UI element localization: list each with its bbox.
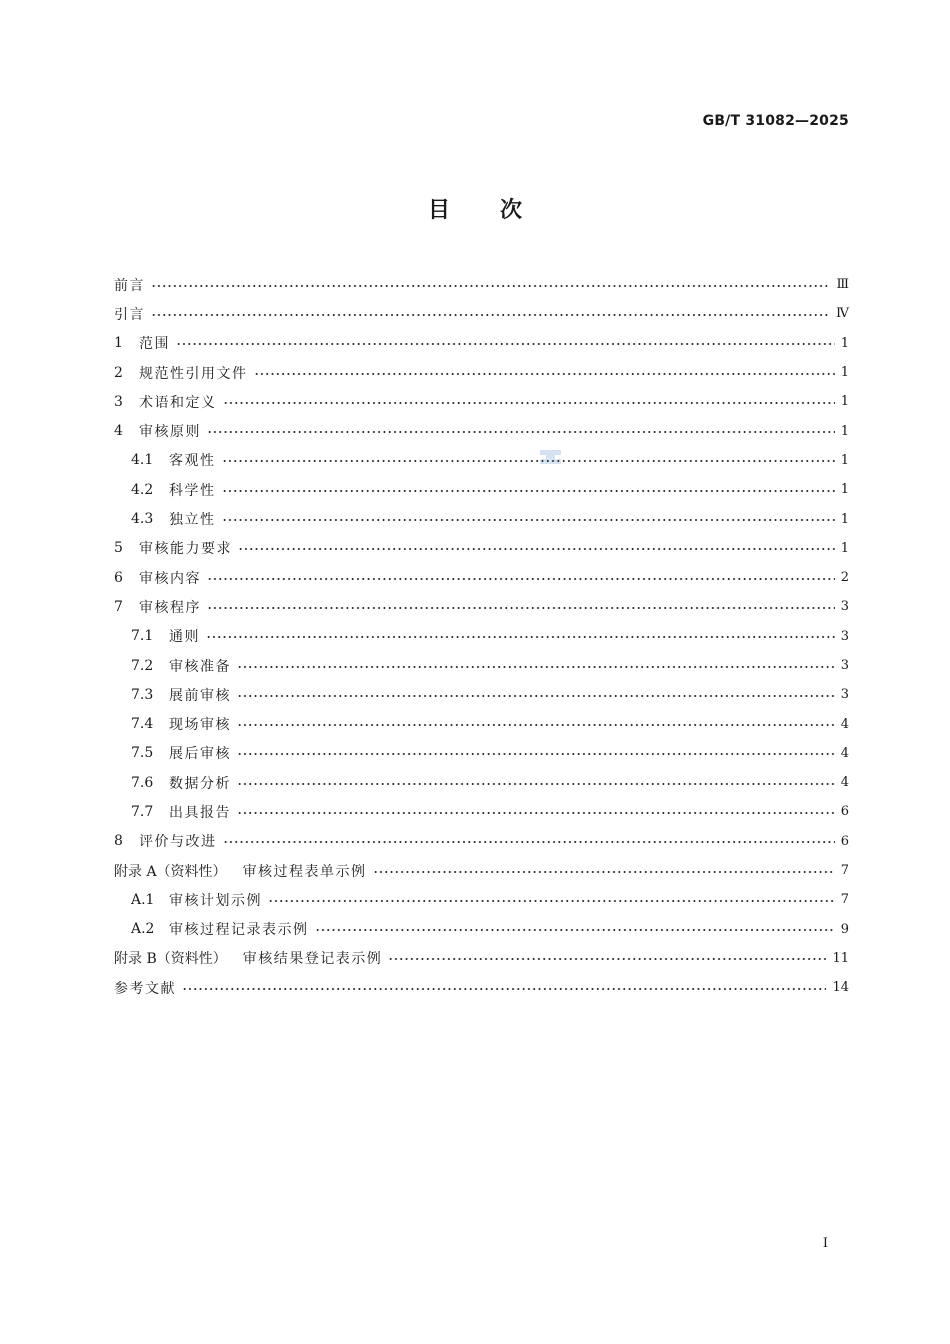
toc-entry-label: 参考文献 — [114, 980, 176, 997]
toc-entry-page: 1 — [840, 540, 849, 556]
toc-entry-page: Ⅳ — [836, 306, 849, 322]
toc-dot-leader — [237, 724, 835, 726]
toc-entry-number: 3 — [114, 393, 123, 410]
toc-entry[interactable] — [114, 827, 849, 856]
toc-dot-leader — [176, 343, 835, 345]
toc-entry[interactable] — [114, 270, 849, 299]
toc-entry-number: 2 — [114, 364, 123, 381]
toc-dot-leader — [237, 753, 835, 755]
toc-entry-page: 3 — [840, 599, 849, 615]
toc-entry[interactable] — [114, 475, 849, 504]
toc-entry[interactable] — [114, 563, 849, 592]
toc-entry-number: 7.5 — [131, 745, 154, 762]
toc-entry-number: 8 — [114, 833, 123, 850]
toc-entry-page: 1 — [840, 394, 849, 410]
toc-entry[interactable] — [114, 680, 849, 709]
toc-entry-page: 7 — [840, 863, 849, 879]
toc-entry-label: 审核准备 — [169, 658, 231, 675]
toc-entry-label: 规范性引用文件 — [139, 365, 248, 382]
toc-entry[interactable] — [114, 797, 849, 826]
toc-entry-page: 7 — [840, 892, 849, 908]
toc-entry-number: 7.7 — [131, 803, 154, 820]
toc-entry-label: 审核内容 — [139, 570, 201, 587]
toc-entry[interactable] — [114, 885, 849, 914]
toc-entry-number: 附录 A（资料性） — [114, 863, 227, 880]
toc-entry-label: 审核过程记录表示例 — [169, 922, 309, 939]
toc-dot-leader — [222, 490, 835, 492]
toc-dot-leader — [207, 431, 835, 433]
toc-dot-leader — [222, 519, 835, 521]
toc-dot-leader — [207, 578, 835, 580]
toc-entry[interactable] — [114, 915, 849, 944]
toc-entry-number: 7.2 — [131, 657, 154, 674]
toc-dot-leader — [237, 783, 835, 785]
toc-entry-page: 3 — [840, 658, 849, 673]
toc-entry-number: 4.2 — [131, 481, 154, 498]
toc-entry-label: 审核计划示例 — [169, 892, 262, 909]
toc-entry[interactable] — [114, 329, 849, 358]
toc-entry-page: 6 — [840, 804, 849, 820]
toc-entry[interactable] — [114, 387, 849, 416]
toc-entry-page: 14 — [832, 980, 849, 996]
toc-dot-leader — [254, 373, 835, 375]
toc-dot-leader — [373, 871, 835, 873]
toc-dot-leader — [151, 285, 830, 287]
toc-dot-leader — [268, 900, 835, 902]
toc-entry[interactable] — [114, 592, 849, 621]
toc-entry-number: 4.3 — [131, 511, 154, 528]
toc-entry-number: 1 — [114, 335, 123, 352]
toc-entry-page: 1 — [840, 452, 849, 468]
toc-entry-label: 审核过程表单示例 — [242, 863, 367, 880]
toc-entry-label: 数据分析 — [169, 775, 231, 792]
table-of-contents — [114, 270, 849, 1002]
toc-entry-page: 3 — [840, 628, 849, 644]
page-folio: I — [822, 1236, 828, 1251]
toc-entry-page: 3 — [840, 687, 849, 703]
toc-dot-leader — [223, 402, 835, 404]
toc-entry-page: 1 — [840, 335, 849, 351]
toc-entry-number: 4 — [114, 423, 123, 440]
toc-entry[interactable] — [114, 768, 849, 797]
toc-entry-number: A.2 — [131, 921, 155, 938]
toc-entry-label: 审核原则 — [139, 424, 201, 441]
toc-entry[interactable] — [114, 622, 849, 651]
toc-entry[interactable] — [114, 299, 849, 328]
toc-dot-leader — [237, 695, 835, 697]
toc-entry[interactable] — [114, 651, 849, 680]
toc-entry[interactable] — [114, 446, 849, 475]
toc-dot-leader — [207, 607, 835, 609]
toc-entry-label: 审核结果登记表示例 — [242, 951, 383, 968]
toc-entry[interactable] — [114, 709, 849, 738]
toc-dot-leader — [222, 460, 835, 462]
toc-entry-label: 术语和定义 — [139, 394, 217, 411]
toc-entry-page: 4 — [840, 716, 849, 732]
toc-entry-label: 独立性 — [169, 512, 216, 529]
toc-entry-label: 通则 — [169, 629, 200, 646]
toc-entry-page: Ⅲ — [836, 277, 849, 293]
toc-entry-label: 现场审核 — [169, 717, 231, 734]
toc-dot-leader — [238, 548, 835, 550]
toc-entry-page: 4 — [840, 745, 849, 761]
toc-dot-leader — [237, 666, 835, 668]
toc-entry[interactable] — [114, 358, 849, 387]
toc-entry-label: 科学性 — [169, 482, 216, 499]
toc-entry[interactable] — [114, 504, 849, 533]
toc-entry-label: 审核能力要求 — [139, 541, 232, 558]
toc-entry-page: 6 — [840, 833, 849, 849]
toc-entry[interactable] — [114, 973, 849, 1002]
toc-entry-page: 1 — [840, 482, 849, 498]
toc-entry-number: A.1 — [131, 891, 155, 908]
toc-entry-number: 7.3 — [131, 686, 154, 703]
toc-entry-number: 4.1 — [131, 452, 154, 469]
toc-entry-label: 展后审核 — [169, 746, 231, 763]
toc-entry-page: 11 — [832, 950, 849, 966]
toc-entry-number: 5 — [114, 540, 123, 557]
toc-dot-leader — [388, 958, 826, 960]
toc-entry-label: 客观性 — [169, 453, 216, 470]
toc-dot-leader — [151, 314, 830, 316]
toc-entry-label: 审核程序 — [139, 599, 201, 616]
toc-entry-label: 出具报告 — [169, 804, 231, 821]
toc-entry[interactable] — [114, 416, 849, 445]
toc-entry-page: 2 — [840, 570, 849, 586]
toc-entry-label: 范围 — [139, 336, 170, 353]
toc-entry-label: 前言 — [114, 277, 145, 294]
toc-entry-page: 1 — [840, 423, 849, 439]
standard-code: GB/T 31082—2025 — [702, 113, 849, 129]
toc-entry[interactable] — [114, 856, 849, 885]
toc-entry-number: 7 — [114, 598, 123, 615]
toc-entry-page: 1 — [840, 365, 849, 381]
toc-entry-number: 7.6 — [131, 774, 154, 791]
toc-entry-label: 展前审核 — [169, 687, 231, 704]
toc-entry[interactable] — [114, 739, 849, 768]
toc-dot-leader — [182, 988, 826, 990]
toc-entry[interactable] — [114, 944, 849, 973]
toc-entry-number: 7.1 — [131, 628, 154, 645]
toc-entry-page: 1 — [840, 511, 849, 527]
toc-dot-leader — [223, 841, 835, 843]
toc-entry-number: 附录 B（资料性） — [114, 951, 227, 968]
toc-dot-leader — [237, 812, 835, 814]
toc-entry-label: 评价与改进 — [139, 834, 217, 851]
toc-dot-leader — [315, 929, 835, 931]
toc-entry-page: 9 — [840, 921, 849, 937]
toc-dot-leader — [206, 636, 835, 638]
toc-entry[interactable] — [114, 534, 849, 563]
toc-entry-label: 引言 — [114, 306, 145, 323]
toc-entry-number: 6 — [114, 569, 123, 586]
toc-entry-number: 7.4 — [131, 716, 154, 733]
page-title: 目次 — [427, 198, 572, 223]
toc-entry-page: 4 — [840, 775, 849, 791]
